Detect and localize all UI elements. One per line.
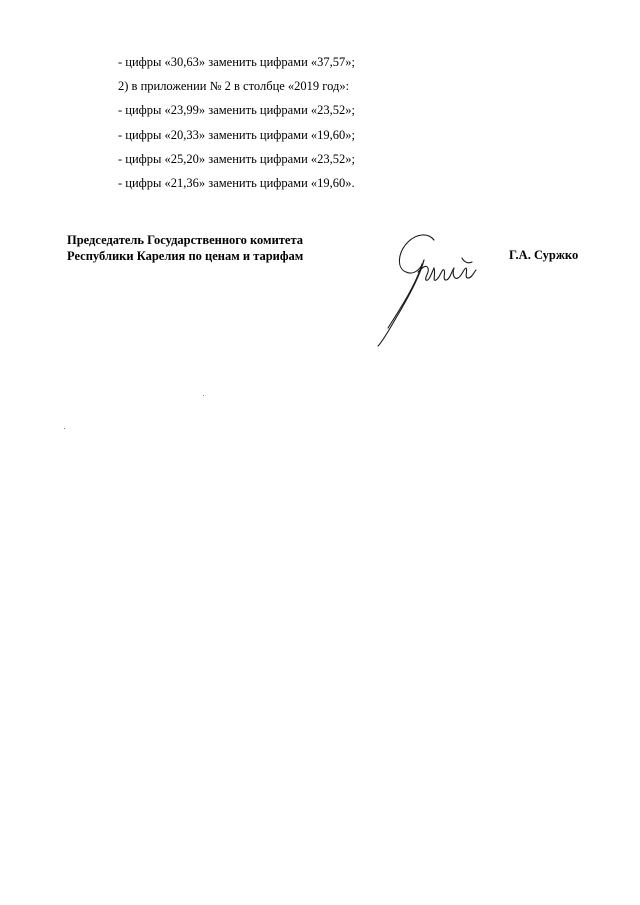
amendment-line: - цифры «23,99» заменить цифрами «23,52»; bbox=[118, 103, 355, 118]
signatory-title-line-2: Республики Карелия по ценам и тарифам bbox=[67, 248, 304, 263]
signatory-title-line-1: Председатель Государственного комитета bbox=[67, 233, 304, 247]
scan-speck bbox=[64, 428, 65, 429]
amendment-line: 2) в приложении № 2 в столбце «2019 год»: bbox=[118, 79, 350, 94]
amendment-list bbox=[118, 50, 518, 195]
amendment-line: - цифры «30,63» заменить цифрами «37,57»; bbox=[118, 55, 355, 69]
amendment-line: - цифры «21,36» заменить цифрами «19,60». bbox=[118, 176, 355, 191]
amendment-line: - цифры «20,33» заменить цифрами «19,60»; bbox=[118, 127, 355, 142]
amendment-line: - цифры «25,20» заменить цифрами «23,52»; bbox=[118, 151, 355, 166]
signer-name: Г.А. Суржко bbox=[509, 248, 579, 262]
scan-speck bbox=[203, 395, 204, 396]
signature-icon bbox=[372, 228, 482, 350]
signatory-title bbox=[67, 233, 367, 264]
